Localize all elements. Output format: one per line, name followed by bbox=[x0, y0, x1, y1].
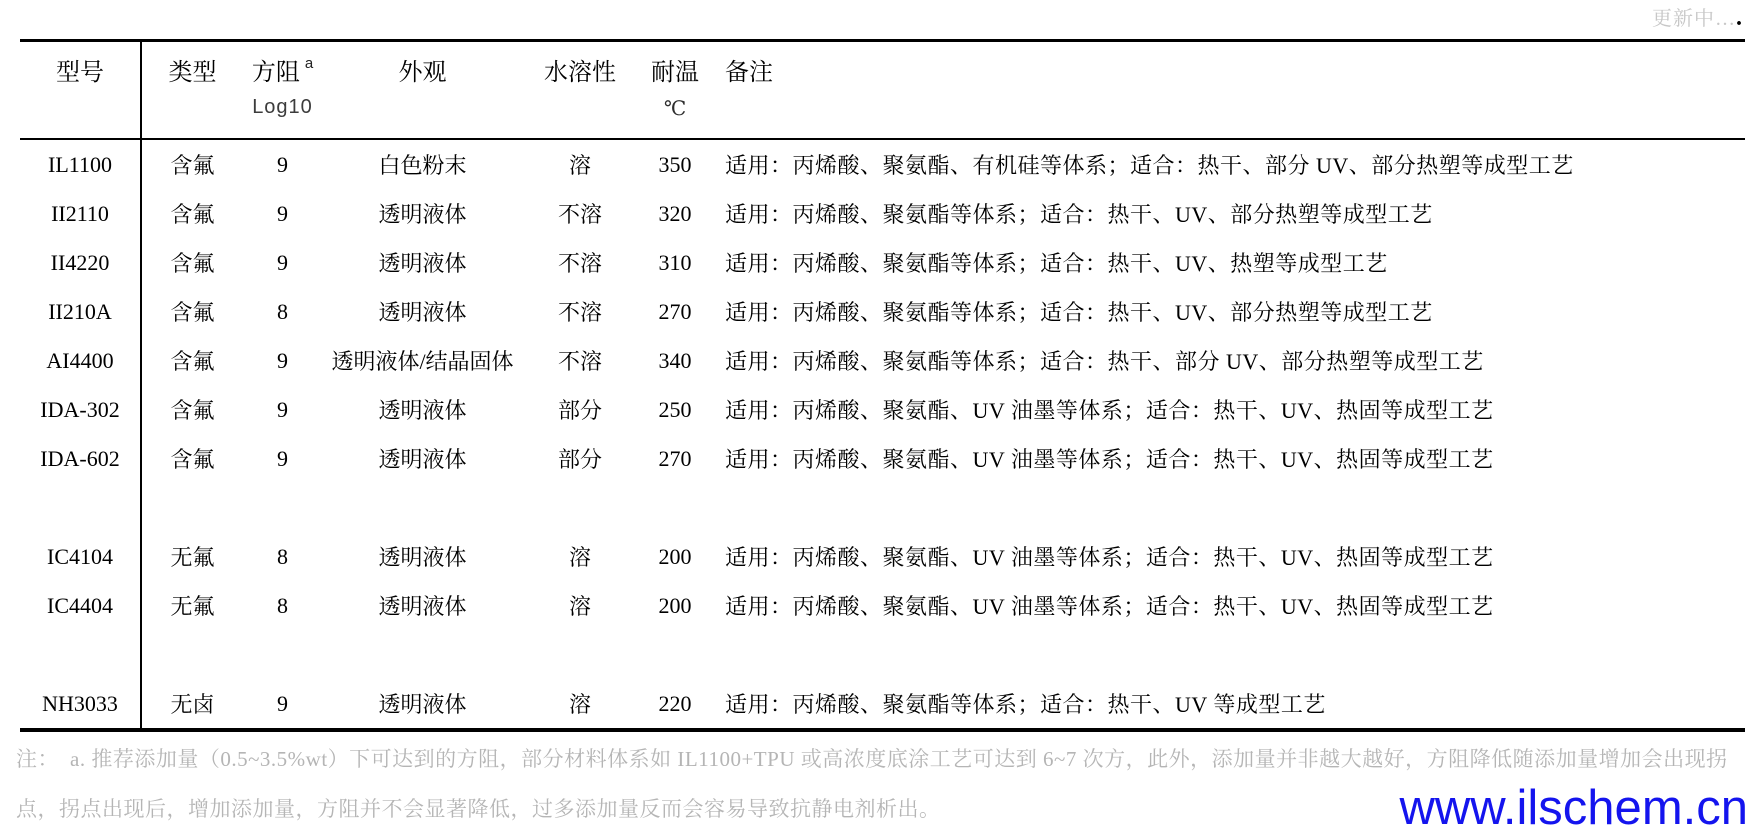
cell-solubility: 部分 bbox=[557, 447, 602, 472]
table-row bbox=[20, 287, 1745, 336]
col-header-appearance bbox=[320, 42, 525, 138]
col-header-type bbox=[140, 42, 245, 138]
status-updating bbox=[1652, 2, 1743, 32]
cell-appearance: 透明液体 bbox=[378, 300, 467, 325]
col-header-notes bbox=[715, 42, 1745, 138]
cell-temp: 340 bbox=[658, 347, 692, 373]
cell-type: 含氟 bbox=[170, 349, 215, 374]
cell-solubility: 不溶 bbox=[557, 202, 602, 227]
cell-temp: 200 bbox=[658, 592, 692, 618]
cell-appearance: 透明液体 bbox=[378, 594, 467, 619]
cell-temp: 320 bbox=[658, 200, 692, 226]
col-header-solubility bbox=[525, 42, 635, 138]
table-row bbox=[20, 434, 1745, 483]
cell-resistance bbox=[245, 483, 320, 532]
cell-solubility: 溶 bbox=[568, 594, 591, 619]
table-row bbox=[20, 336, 1745, 385]
cell-temp: 200 bbox=[658, 543, 692, 569]
cell-note bbox=[715, 483, 1745, 532]
cell-type: 含氟 bbox=[170, 447, 215, 472]
cell-resistance: 8 bbox=[277, 592, 288, 618]
cell-appearance: 透明液体/结晶固体 bbox=[331, 349, 514, 374]
cell-model: IDA-602 bbox=[40, 445, 120, 471]
table-body bbox=[20, 140, 1745, 728]
table-row bbox=[20, 581, 1745, 630]
cell-note: 适用：丙烯酸、聚氨酯、UV 油墨等体系；适合：热干、UV、热固等成型工艺 bbox=[725, 398, 1494, 423]
cell-model: IC4104 bbox=[47, 543, 113, 569]
col-header-label: 型号 bbox=[56, 59, 104, 86]
table-row bbox=[20, 189, 1745, 238]
col-header-resistance bbox=[245, 42, 320, 138]
cell-temp bbox=[635, 483, 715, 532]
cell-type bbox=[140, 483, 245, 532]
cell-model: II4220 bbox=[50, 249, 110, 275]
cell-type: 无氟 bbox=[170, 594, 215, 619]
cell-temp: 250 bbox=[658, 396, 692, 422]
cell-type: 含氟 bbox=[170, 202, 215, 227]
cell-solubility: 溶 bbox=[568, 692, 591, 717]
cell-resistance: 9 bbox=[277, 396, 288, 422]
cell-resistance bbox=[245, 630, 320, 679]
cell-note: 适用：丙烯酸、聚氨酯、UV 油墨等体系；适合：热干、UV、热固等成型工艺 bbox=[725, 545, 1494, 570]
cell-temp: 350 bbox=[658, 151, 692, 177]
cell-appearance bbox=[320, 630, 525, 679]
cell-note: 适用：丙烯酸、聚氨酯、UV 油墨等体系；适合：热干、UV、热固等成型工艺 bbox=[725, 447, 1494, 472]
table-row bbox=[20, 679, 1745, 728]
cell-temp bbox=[635, 630, 715, 679]
cell-resistance: 9 bbox=[277, 690, 288, 716]
cell-note: 适用：丙烯酸、聚氨酯、UV 油墨等体系；适合：热干、UV、热固等成型工艺 bbox=[725, 594, 1494, 619]
table-row bbox=[20, 630, 1745, 679]
col-header-sub bbox=[20, 96, 140, 138]
table-row bbox=[20, 140, 1745, 189]
table-row bbox=[20, 238, 1745, 287]
cell-solubility: 溶 bbox=[568, 545, 591, 570]
cell-type bbox=[140, 630, 245, 679]
cell-note: 适用：丙烯酸、聚氨酯等体系；适合：热干、UV 等成型工艺 bbox=[725, 692, 1326, 717]
cell-resistance: 8 bbox=[277, 543, 288, 569]
col-header-label: 外观 bbox=[398, 59, 447, 86]
cell-solubility: 部分 bbox=[557, 398, 602, 423]
footnote-marker-a: a bbox=[304, 54, 314, 72]
cell-solubility: 不溶 bbox=[557, 251, 602, 276]
cell-appearance: 透明液体 bbox=[378, 202, 467, 227]
col-header-label: 耐温 bbox=[651, 59, 699, 86]
cell-model: IL1100 bbox=[48, 151, 112, 177]
cell-appearance: 透明液体 bbox=[378, 398, 467, 423]
cell-temp: 310 bbox=[658, 249, 692, 275]
col-header-label: 方阻 bbox=[251, 59, 300, 86]
col-header-sub bbox=[320, 96, 525, 138]
cell-appearance: 透明液体 bbox=[378, 447, 467, 472]
cell-temp: 270 bbox=[658, 445, 692, 471]
cell-resistance: 9 bbox=[277, 445, 288, 471]
cell-appearance: 白色粉末 bbox=[378, 153, 467, 178]
col-header-sub: ℃ bbox=[663, 98, 687, 120]
cell-resistance: 9 bbox=[277, 249, 288, 275]
cell-appearance: 透明液体 bbox=[378, 692, 467, 717]
status-updating-text: 更新中… bbox=[1652, 8, 1736, 30]
cell-type: 无氟 bbox=[170, 545, 215, 570]
cell-note: 适用：丙烯酸、聚氨酯等体系；适合：热干、UV、部分热塑等成型工艺 bbox=[725, 300, 1433, 325]
cell-model: II210A bbox=[48, 298, 112, 324]
cell-resistance: 9 bbox=[277, 347, 288, 373]
col-header-temp bbox=[635, 42, 715, 138]
product-spec-table bbox=[20, 39, 1745, 732]
watermark-url[interactable]: www.ilschem.cn bbox=[1399, 781, 1748, 835]
footnote-a: 注： a. 推荐添加量（0.5~3.5%wt）下可达到的方阻，部分材料体系如 IL1100+TPU 或高浓度底涂工艺可达到 6~7 次方，此外，添加量并非越大越好，方阻降低随添加量增加会出现拐点，拐点出现后，增加添加量，方阻并不会显著降低，过多添加量反而会容易导致抗静电剂析出。 bbox=[16, 747, 1728, 821]
cell-solubility bbox=[525, 483, 635, 532]
column-divider-line bbox=[140, 42, 142, 728]
cell-solubility: 不溶 bbox=[557, 300, 602, 325]
col-header-sub: Log10 bbox=[252, 96, 313, 118]
cell-model: AI4400 bbox=[46, 347, 114, 373]
col-header-sub bbox=[525, 96, 635, 138]
cell-solubility bbox=[525, 630, 635, 679]
col-header-label: 备注 bbox=[725, 59, 773, 86]
cell-model: IDA-302 bbox=[40, 396, 120, 422]
cell-type: 含氟 bbox=[170, 251, 215, 276]
cell-model bbox=[20, 483, 140, 532]
cell-type: 含氟 bbox=[170, 153, 215, 178]
cell-appearance: 透明液体 bbox=[378, 545, 467, 570]
col-header-model bbox=[20, 42, 140, 138]
cell-resistance: 8 bbox=[277, 298, 288, 324]
cell-solubility: 溶 bbox=[568, 153, 591, 178]
table-header-row bbox=[20, 42, 1745, 140]
cell-temp: 220 bbox=[658, 690, 692, 716]
cell-appearance bbox=[320, 483, 525, 532]
cell-note bbox=[715, 630, 1745, 679]
cell-note: 适用：丙烯酸、聚氨酯等体系；适合：热干、UV、部分热塑等成型工艺 bbox=[725, 202, 1433, 227]
cell-note: 适用：丙烯酸、聚氨酯等体系；适合：热干、部分 UV、部分热塑等成型工艺 bbox=[725, 349, 1484, 374]
table-row bbox=[20, 483, 1745, 532]
col-header-sub bbox=[140, 96, 245, 138]
cell-note: 适用：丙烯酸、聚氨酯等体系；适合：热干、UV、热塑等成型工艺 bbox=[725, 251, 1388, 276]
status-period: . bbox=[1736, 5, 1743, 31]
table-row bbox=[20, 532, 1745, 581]
col-header-label: 水溶性 bbox=[544, 59, 616, 86]
cell-model: IC4404 bbox=[47, 592, 113, 618]
cell-appearance: 透明液体 bbox=[378, 251, 467, 276]
cell-model bbox=[20, 630, 140, 679]
cell-solubility: 不溶 bbox=[557, 349, 602, 374]
cell-resistance: 9 bbox=[277, 151, 288, 177]
cell-type: 无卤 bbox=[170, 692, 215, 717]
col-header-label: 类型 bbox=[168, 59, 217, 86]
cell-type: 含氟 bbox=[170, 300, 215, 325]
cell-note: 适用：丙烯酸、聚氨酯、有机硅等体系；适合：热干、部分 UV、部分热塑等成型工艺 bbox=[725, 153, 1574, 178]
cell-resistance: 9 bbox=[277, 200, 288, 226]
table-row bbox=[20, 385, 1745, 434]
cell-model: II2110 bbox=[51, 200, 109, 226]
cell-model: NH3033 bbox=[42, 690, 118, 716]
cell-type: 含氟 bbox=[170, 398, 215, 423]
cell-temp: 270 bbox=[658, 298, 692, 324]
col-header-sub bbox=[715, 96, 1745, 138]
